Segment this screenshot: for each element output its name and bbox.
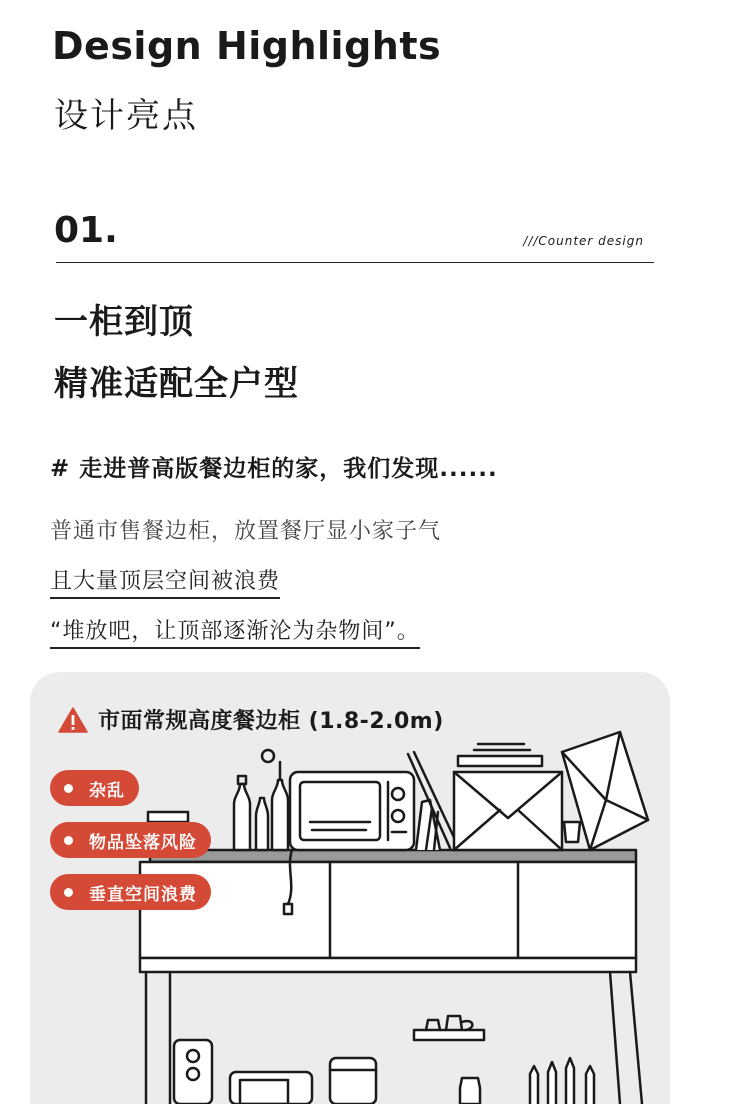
warning-triangle-icon — [58, 707, 88, 733]
headline-line-2: 精准适配全户型 — [54, 364, 299, 404]
section-number: 01. — [54, 210, 118, 251]
intro-line-3: “堆放吧，让顶部逐渐沦为杂物间”。 — [50, 614, 420, 649]
issue-pill-falling-risk — [50, 822, 211, 858]
headline-line-1: 一柜到顶 — [54, 302, 194, 342]
page-title-en: Design Highlights — [52, 24, 442, 68]
bullet-dot-icon — [64, 888, 73, 897]
intro-line-1: 普通市售餐边柜，放置餐厅显小家子气 — [50, 519, 442, 544]
issue-pill-label: 垂直空间浪费 — [89, 884, 197, 905]
issue-pill-label: 杂乱 — [89, 780, 125, 801]
problem-card — [30, 672, 670, 1104]
bullet-dot-icon — [64, 784, 73, 793]
issue-pill-space-waste — [50, 874, 211, 910]
intro-hash-line: # 走进普高版餐边柜的家，我们发现...... — [50, 456, 498, 482]
section-divider — [56, 262, 654, 263]
bullet-dot-icon — [64, 836, 73, 845]
page-title-cn: 设计亮点 — [54, 96, 198, 136]
section-tag: ///Counter design — [523, 234, 644, 248]
issue-pill-clutter — [50, 770, 139, 806]
warning-text: 市面常规高度餐边柜 (1.8-2.0m) — [98, 709, 444, 734]
warning-heading — [58, 704, 444, 735]
issue-pill-label: 物品坠落风险 — [89, 832, 197, 853]
intro-line-2: 且大量顶层空间被浪费 — [50, 564, 280, 599]
